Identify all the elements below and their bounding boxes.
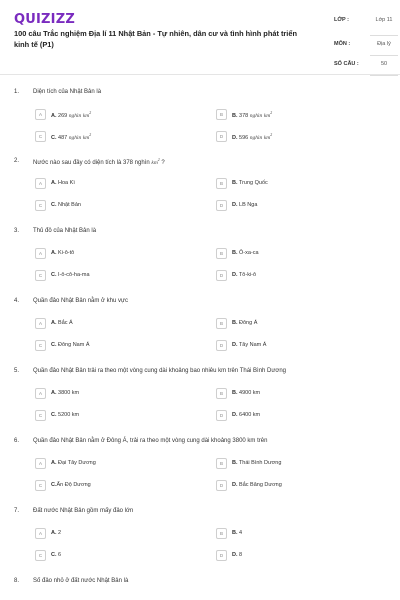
option-text: B. 4900 km [232, 390, 261, 396]
option-letter-box: D [216, 410, 227, 421]
option-text: C. Đông Nam Á [51, 342, 90, 348]
option-letter-box: B [216, 178, 227, 189]
option-text: A. 2 [51, 530, 62, 536]
meta-label: SỐ CÂU : [334, 61, 359, 67]
option-letter-box: C [35, 480, 46, 491]
header-divider [0, 74, 400, 75]
option-text: B. Ô-xa-ca [232, 250, 259, 256]
question-number: 2. [14, 158, 20, 164]
question-text: Nước nào sau đây có diện tích là 378 nghìn $km^2$ ? [33, 158, 165, 166]
question-2 [0, 158, 400, 228]
question-number: 1. [14, 89, 20, 95]
question-number: 5. [14, 368, 20, 374]
option-letter-box: D [216, 131, 227, 142]
option-letter-box: C [35, 131, 46, 142]
option-letter-box: D [216, 200, 227, 211]
document-title: 100 câu Trắc nghiệm Địa lí 11 Nhật Bản - Tự nhiên, dân cư và tình hình phát triển kinh tế (P1) [14, 29, 297, 49]
option-text: B. 378 nghìn $km^2$ [232, 111, 273, 119]
question-number: 6. [14, 438, 20, 444]
option-text: C.Ấn Độ Dương [51, 482, 91, 488]
quizizz-logo: QUIZIZZ [14, 12, 75, 27]
question-number: 8. [14, 578, 20, 584]
question-8 [0, 578, 400, 596]
meta-value: Lớp 11 [375, 17, 393, 23]
question-text: Quần đảo Nhật Bản trải ra theo một vòng cung dài khoảng bao nhiêu km trên Thái Bình Dương [33, 368, 286, 374]
option-letter-box: D [216, 480, 227, 491]
option-text: D. Tây Nam Á [232, 342, 267, 348]
option-letter-box: B [216, 388, 227, 399]
option-text: C. I-ô-cô-ha-ma [51, 272, 90, 278]
option-letter-box: C [35, 550, 46, 561]
meta-value: 50 [380, 61, 388, 67]
option-letter-box: B [216, 318, 227, 329]
divider [370, 35, 398, 36]
meta-label: MÔN : [334, 41, 351, 47]
question-3 [0, 228, 400, 298]
option-text: B. 4 [232, 530, 243, 536]
option-letter-box: C [35, 340, 46, 351]
option-text: D. Tô-ki-ô [232, 272, 257, 278]
option-letter-box: D [216, 550, 227, 561]
option-text: A. 269 nghìn $km^2$ [51, 111, 92, 119]
option-text: B. Đông Á [232, 320, 258, 326]
option-text: D. LB Nga [232, 202, 258, 208]
question-number: 7. [14, 508, 20, 514]
option-letter-box: A [35, 528, 46, 539]
option-letter-box: B [216, 458, 227, 469]
option-text: C. 487 nghìn $km^2$ [51, 133, 92, 141]
question-4 [0, 298, 400, 368]
question-7 [0, 508, 400, 578]
option-letter-box: A [35, 388, 46, 399]
option-text: A. 3800 km [51, 390, 80, 396]
option-letter-box: B [216, 248, 227, 259]
meta-row-class [334, 14, 398, 38]
option-text: C. 5200 km [51, 412, 80, 418]
option-text: A. Đại Tây Dương [51, 460, 96, 466]
question-6 [0, 438, 400, 508]
option-letter-box: A [35, 178, 46, 189]
question-number: 4. [14, 298, 20, 304]
option-letter-box: A [35, 109, 46, 120]
meta-row-count [334, 58, 398, 78]
option-text: A. Ki-ô-tô [51, 250, 75, 256]
option-text: B. Trung Quốc [232, 180, 268, 186]
question-text: Quần đảo Nhật Bản nằm ở Đông Á, trải ra theo một vòng cung dài khoảng 3800 km trên [33, 438, 268, 444]
meta-label: LỚP : [334, 17, 349, 23]
option-text: C. Nhật Bản [51, 202, 81, 208]
document-header [14, 12, 393, 68]
question-1 [0, 89, 400, 159]
option-letter-box: B [216, 109, 227, 120]
option-letter-box: C [35, 410, 46, 421]
divider [370, 55, 398, 56]
option-letter-box: C [35, 270, 46, 281]
question-text: Đất nước Nhật Bản gồm mấy đảo lớn [33, 508, 134, 514]
option-letter-box: C [35, 200, 46, 211]
option-letter-box: A [35, 318, 46, 329]
option-text: D. 8 [232, 552, 243, 558]
divider [370, 75, 398, 76]
option-text: B. Thái Bình Dương [232, 460, 282, 466]
option-text: C. 6 [51, 552, 62, 558]
option-text: D. 6400 km [232, 412, 261, 418]
question-number: 3. [14, 228, 20, 234]
option-letter-box: A [35, 248, 46, 259]
option-letter-box: D [216, 340, 227, 351]
option-text: D. 596 nghìn $km^2$ [232, 133, 273, 141]
meta-panel [334, 14, 398, 78]
meta-row-subject [334, 38, 398, 58]
option-letter-box: D [216, 270, 227, 281]
question-5 [0, 368, 400, 438]
option-letter-box: A [35, 458, 46, 469]
question-text: Số đảo nhỏ ở đất nước Nhật Bản là [33, 578, 129, 584]
meta-value: Địa lý [377, 41, 391, 47]
question-text: Thủ đô của Nhật Bản là [33, 228, 97, 234]
option-text: A. Bắc Á [51, 320, 73, 326]
option-letter-box: B [216, 528, 227, 539]
option-text: D. Bắc Băng Dương [232, 482, 282, 488]
question-text: Diện tích của Nhật Bản là [33, 89, 102, 95]
option-text: A. Hoa Kì [51, 180, 75, 186]
question-text: Quần đảo Nhật Bản nằm ở khu vực [33, 298, 129, 304]
